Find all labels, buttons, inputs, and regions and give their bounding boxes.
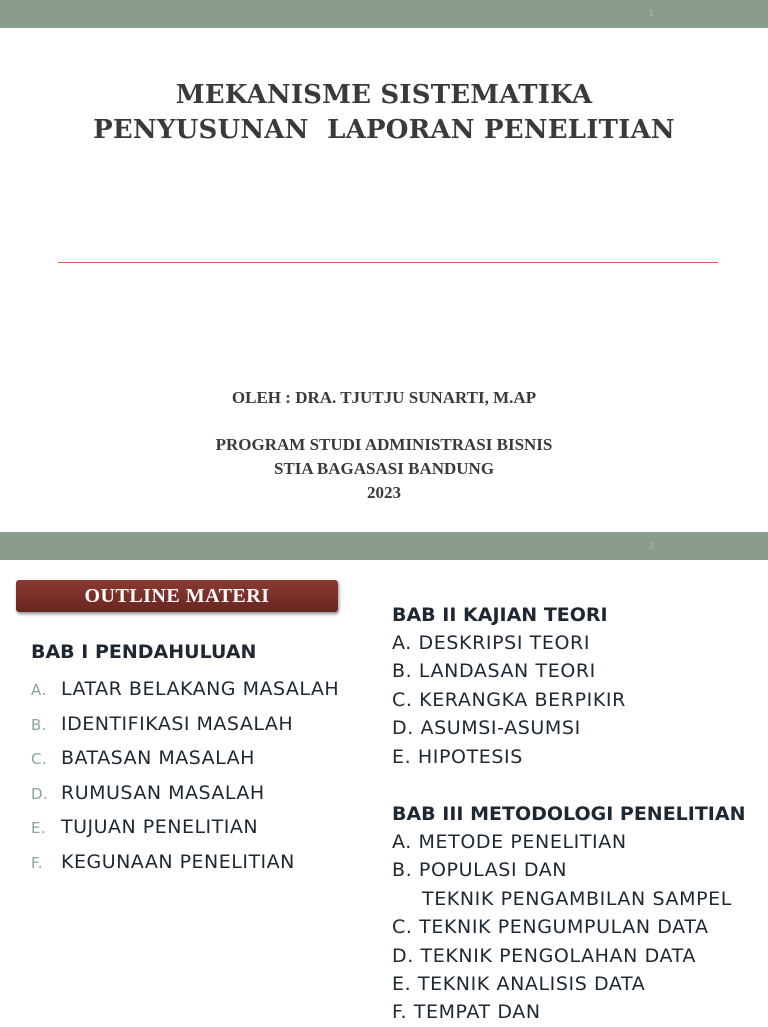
list-item	[31, 741, 339, 776]
list-item: E. TEKNIK ANALISIS DATA	[392, 972, 646, 995]
list-letter: F.	[31, 853, 43, 872]
list-item: A. METODE PENELITIAN	[392, 830, 627, 853]
list-item	[31, 707, 339, 742]
list-item: A. DESKRIPSI TEORI	[392, 632, 591, 654]
list-item: B. LANDASAN TEORI	[392, 660, 596, 683]
list-letter: E.	[31, 819, 47, 837]
list-text: LATAR BELAKANG MASALAH	[61, 678, 340, 700]
list-text: BATASAN MASALAH	[61, 747, 255, 769]
year: 2023	[367, 483, 401, 502]
list-item	[31, 776, 339, 811]
list-item: E. HIPOTESIS	[392, 745, 523, 768]
author-line: OLEH : DRA. TJUTJU SUNARTI, M.AP	[231, 388, 537, 407]
list-item	[31, 672, 339, 707]
list-text: RUMUSAN MASALAH	[61, 781, 265, 804]
institution-name: STIA BAGASASI BANDUNG	[273, 459, 495, 478]
list-item-continuation: TEKNIK PENGAMBILAN SAMPEL	[422, 887, 732, 910]
list-item: D. ASUMSI-ASUMSI	[392, 717, 581, 740]
bab3-heading: BAB III METODOLOGI PENELITIAN	[392, 802, 746, 825]
presentation-title	[0, 78, 768, 148]
page-number: 2	[648, 541, 654, 551]
list-text: IDENTIFIKASI MASALAH	[61, 712, 294, 735]
list-item: D. TEKNIK PENGOLAHAN DATA	[392, 944, 696, 967]
list-text: KEGUNAAN PENELITIAN	[61, 850, 295, 873]
list-text: TUJUAN PENELITIAN	[61, 816, 259, 838]
list-letter: B.	[31, 715, 48, 734]
title-line: MEKANISME SISTEMATIKA	[175, 80, 593, 110]
slide-header-bar	[0, 0, 768, 28]
list-item	[31, 845, 339, 880]
section-spacer	[392, 771, 746, 800]
outline-title-box: OUTLINE MATERI	[16, 580, 338, 612]
list-letter: D.	[31, 784, 49, 803]
list-letter: C.	[31, 750, 48, 768]
bab2-heading: BAB II KAJIAN TEORI	[392, 604, 608, 626]
bab1-section	[31, 638, 339, 879]
program-name: PROGRAM STUDI ADMINISTRASI BISNIS	[215, 435, 553, 454]
title-line: PENYUSUNAN LAPORAN PENELITIAN	[93, 115, 675, 145]
bab2-bab3-section	[392, 601, 746, 1027]
list-item: C. TEKNIK PENGUMPULAN DATA	[392, 916, 709, 939]
list-item: C. KERANGKA BERPIKIR	[392, 688, 626, 711]
institution-block	[0, 433, 768, 505]
slide-header-bar	[0, 532, 768, 560]
list-letter: A.	[31, 681, 47, 699]
page-number: 1	[648, 8, 654, 18]
title-divider	[58, 262, 718, 263]
list-item: F. TEMPAT DAN	[392, 1001, 541, 1024]
list-item: B. POPULASI DAN	[392, 859, 568, 882]
list-item	[31, 810, 339, 845]
bab1-heading: BAB I PENDAHULUAN	[31, 641, 257, 663]
